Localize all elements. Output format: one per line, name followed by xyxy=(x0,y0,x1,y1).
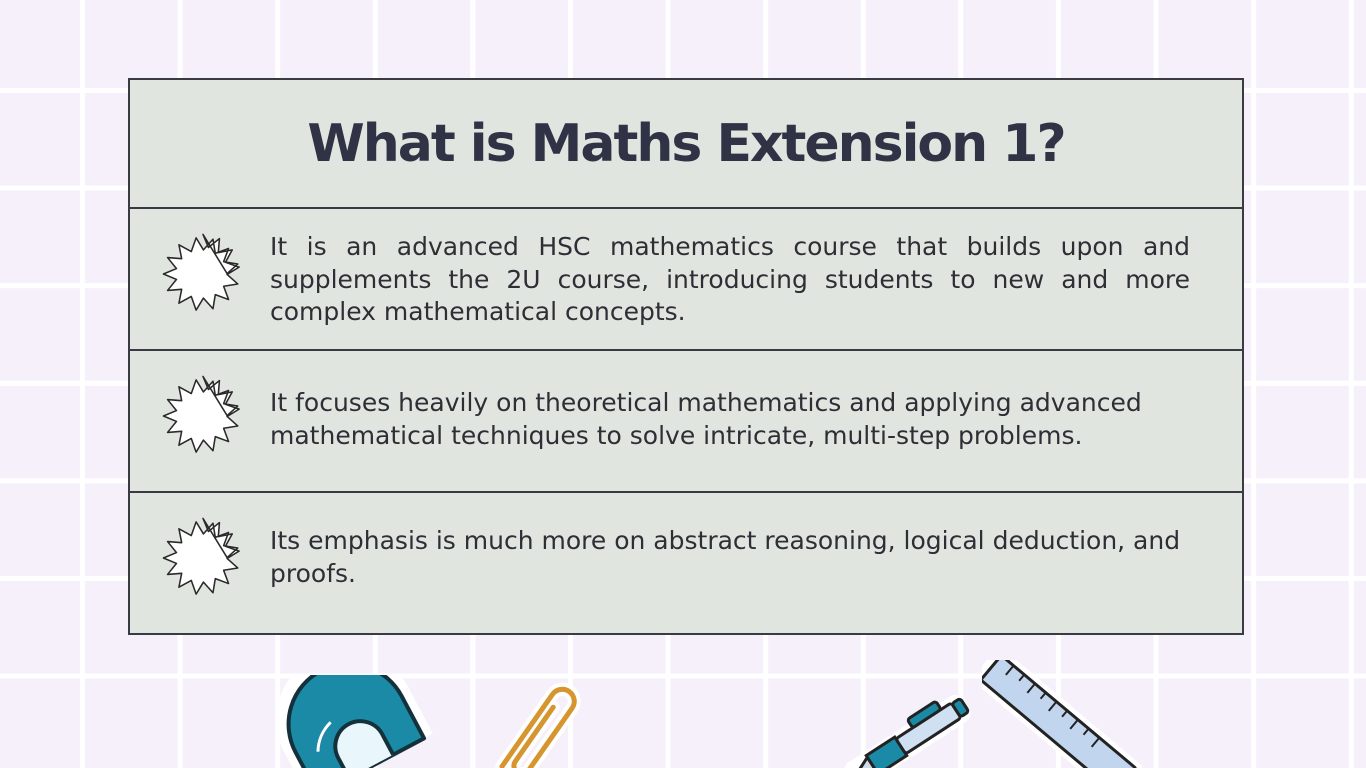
point-text: It is an advanced HSC mathematics course that builds upon and supplements the 2U course, introducing students to new and more complex mathematical concepts. xyxy=(270,232,1190,326)
protractor-icon xyxy=(270,675,460,768)
pen-icon xyxy=(830,680,980,768)
info-card xyxy=(128,78,1244,635)
point-row-2 xyxy=(130,351,1242,493)
point-row-1 xyxy=(130,209,1242,351)
point-text: Its emphasis is much more on abstract reasoning, logical deduction, and proofs. xyxy=(270,526,1181,588)
starburst-icon xyxy=(160,231,246,317)
point-text: It focuses heavily on theoretical mathematics and applying advanced mathematical techniques to solve intricate, multi-step problems. xyxy=(270,388,1142,450)
ruler-icon xyxy=(982,660,1142,768)
page-title: What is Maths Extension 1? xyxy=(307,113,1065,174)
starburst-icon xyxy=(160,515,246,601)
point-row-3 xyxy=(130,493,1242,639)
title-row xyxy=(130,80,1242,209)
paperclip-icon xyxy=(495,682,590,768)
starburst-icon xyxy=(160,373,246,459)
